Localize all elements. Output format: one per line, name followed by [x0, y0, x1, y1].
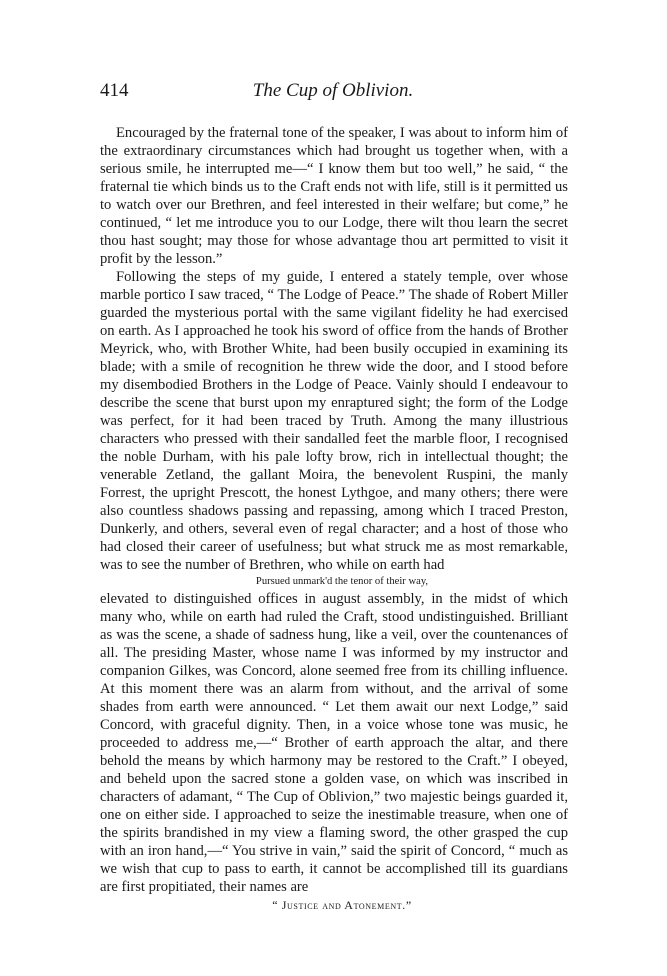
paragraph: elevated to distinguished offices in august assembly, in the midst of which many who, while on earth had ruled the Craft, stood undistinguished. Brilliant as was the scene, a shade of sadness hung, like a veil, over the countenances of all. The presiding Master, whose name I was informed by my instructor and companion Gilkes, was Concord, alone seemed free from its chilling influence. At this moment there was an alarm from without, and the arrival of some shades from earth were announced. “ Let them await our next Lodge,” said Concord, with graceful dignity. Then, in a voice whose tone was music, he proceeded to address me,—“ Brother of earth approach the altar, and there behold the means by which harmony may be restored to the Craft.” I obeyed, and beheld upon the sacred stone a golden vase, on which was inscribed in characters of adamant, “ The Cup of Oblivion,” two majestic beings guarded it, one on either side. I approached to seize the inestimable treasure, when one of the spirits brandished in my view a flaming sword, the other grasped the cup with an iron hand,—“ You strive in vain,” said the spirit of Concord, “ much as we wish that cup to pass to earth, it cannot be accomplished till its guardians are first propitiated, their names are — [100, 591, 568, 895]
body-text — [100, 124, 568, 914]
verse-quote: Pursued unmark'd the tenor of their way, — [255, 576, 429, 587]
page-number: 414 — [100, 80, 129, 101]
page-header — [100, 80, 566, 106]
paragraph: Following the steps of my guide, I entered a stately temple, over whose marble portico I saw traced, “ The Lodge of Peace.” The shade of Robert Miller guarded the mysterious portal with the same vigilant fidelity he had exercised on earth. As I approached he took his sword of office from the hands of Brother Meyrick, who, with Brother White, had been busily occupied in examining its blade; with a smile of recognition he threw wide the door, and I stood before my disembodied Brothers in the Lodge of Peace. Vainly should I endeavour to describe the scene that burst upon my enraptured sight; the form of the Lodge was perfect, for it had been traced by Truth. Among the many illustrious characters who pressed with their sandalled feet the marble floor, I recognised the noble Durham, with his pale lofty brow, rich in intellectual thought; the venerable Zetland, the gallant Moira, the benevolent Ruspini, the manly Forrest, the upright Prescott, the honest Lythgoe, and many others; there were also countless shadows passing and repassing, among which I traced Preston, Dunkerly, and others, several even of regal character; and a host of those who had closed their career of usefulness; but what struck me as most remarkable, was to see the number of Brethren, who while on earth had — [100, 269, 568, 573]
paragraph: Encouraged by the fraternal tone of the speaker, I was about to inform him of the extraordinary circumstances which had brought us together when, with a serious smile, he interrupted me—“ I know them but too well,” he said, “ the fraternal tie which binds us to the Craft ends not with life, still is it permitted us to watch over our Brethren, and feel interested in their welfare; but come,” he continued, “ let me introduce you to our Lodge, there wilt thou learn the secret thou hast sought; may those for whose advantage thou art permitted to visit it profit by the lesson.” — [100, 125, 568, 267]
running-title: The Cup of Oblivion. — [252, 80, 414, 101]
motto-line: “ Justice and Atonement.” — [272, 898, 412, 912]
